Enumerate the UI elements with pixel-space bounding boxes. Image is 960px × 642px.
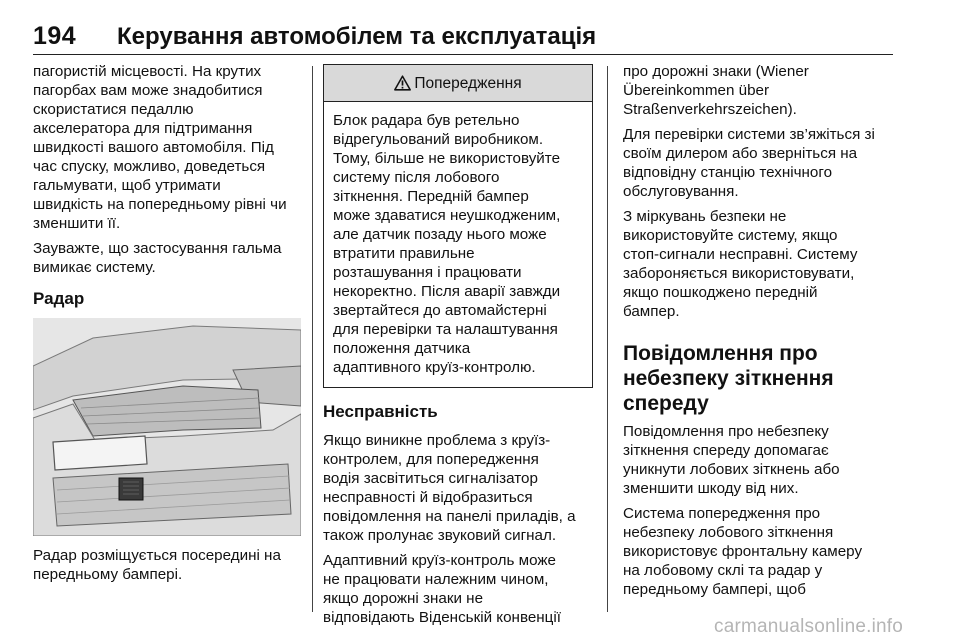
page-number: 194 (33, 22, 77, 50)
paragraph: Адаптивний круїз-контроль може не працювати належним чином, якщо дорожні знаки не відповідають Віденській конвенції (323, 552, 561, 626)
column-left (33, 62, 301, 590)
warning-box (323, 64, 593, 388)
radar-bumper-illustration (33, 318, 301, 536)
paragraph: Система попередження про небезпеку лобового зіткнення використовує фронтальну камеру на лобовому склі та радар у передньому бампері, щоб (623, 505, 863, 598)
warning-header (324, 65, 592, 102)
paragraph: З міркувань безпеки не використовуйте систему, якщо стоп-сигнали несправні. Систему забороняється використовувати, якщо пошкоджено передній бампер. (623, 208, 858, 320)
column-divider (312, 66, 313, 612)
paragraph: про дорожні знаки (Wiener Übereinkommen über Straßenverkehrszeichen). (623, 63, 809, 118)
section-heading-radar: Радар (33, 289, 85, 308)
section-heading-fault: Несправність (323, 402, 438, 421)
figure-caption: Радар розміщується посередині на передньому бампері. (33, 547, 281, 583)
watermark: carmanualsonline.info (714, 616, 904, 637)
paragraph: Зауважте, що застосування гальма вимикає систему. (33, 240, 282, 276)
paragraph: пагористій місцевості. На крутих пагорбах вам може знадобитися скористатися педаллю акселератора для підтримання швидкості вашого автомобіля. Під час спуску, можливо, доведеться гальмувати, щоб утримати швидкість на попередньому рівні чи зменшити її. (33, 63, 287, 232)
column-middle (323, 62, 593, 633)
column-right (623, 62, 893, 605)
warning-title: Попередження (414, 74, 522, 92)
section-heading-collision-warning: Повідомлення про небезпеку зіткнення спереду (623, 342, 834, 415)
column-divider (607, 66, 608, 612)
page-header (33, 20, 893, 55)
page-title: Керування автомобілем та експлуатація (117, 23, 597, 50)
warning-text: Блок радара був ретельно відрегульований виробником. Тому, більше не використовуйте систему після лобового зіткнення. Передній бампер може здаватися неушкодженим, але датчик позаду нього може втратити правильне розташування і працювати некоректно. Після аварії завжди звертайтеся до автомайстерні для перевірки та налаштування положення датчика адаптивного круїз-контролю. (333, 112, 561, 376)
paragraph: Якщо виникне проблема з круїз- контролем, для попередження водія засвітиться сигналізатор несправності й відобразиться повідомлення на панелі приладів, а також пролунає звуковий сигнал. (323, 432, 576, 544)
warning-triangle-icon (394, 75, 411, 91)
paragraph: Повідомлення про небезпеку зіткнення спереду допомагає уникнути лобових зіткнень або зменшити шкоду від них. (623, 423, 840, 497)
paragraph: Для перевірки системи зв’яжіться зі своїм дилером або зверніться на відповідну станцію технічного обслуговування. (623, 126, 875, 200)
